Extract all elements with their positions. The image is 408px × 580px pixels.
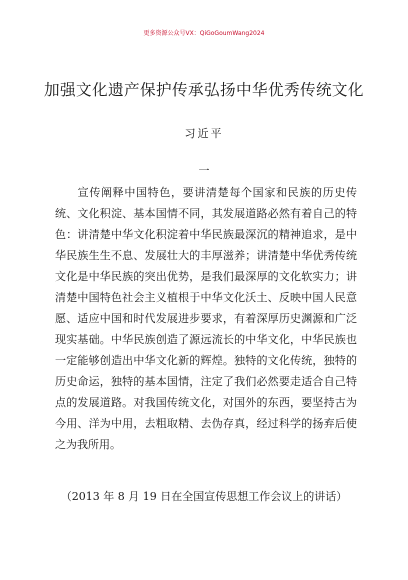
watermark-text: 更多资源公众号VX：QiGoGoumWang2024 — [143, 30, 265, 37]
section-number: 一 — [198, 164, 210, 177]
document-title: 加强文化遗产保护传承弘扬中华优秀传统文化 — [44, 81, 364, 99]
source-note: （2013 年 8 月 19 日在全国宣传思想工作会议上的讲话） — [60, 490, 348, 503]
body-paragraph-text: 宣传阐释中国特色，要讲清楚每个国家和民族的历史传统、文化积淀、基本国情不同，其发展道路必然有着自己的特色：讲清楚中华文化积淀着中华民族最深沉的精神追求，是中华民族生生不息、发展壮大的丰厚滋养；讲清楚中华优秀传统文化是中华民族的突出优势，是我们最深厚的文化软实力；讲清楚中国特色社会主义植根于中华文化沃土、反映中国人民意愿、适应中国和时代发展进步要求，有着深厚历史渊源和广泛现实基础。中华民族创造了源远流长的中华文化，中华民族也一定能够创造出中华文化新的辉煌。独特的文化传统，独特的历史命运，独特的基本国情，注定了我们必然要走适合自己特点的发展道路。对我国传统文化，对国外的东西，要坚持古为今用、洋为中用，去粗取精、去伪存真，经过科学的扬弃后使之为我所用。 — [55, 186, 357, 451]
body-paragraph — [55, 182, 357, 455]
author-name: 习近平 — [184, 127, 224, 140]
